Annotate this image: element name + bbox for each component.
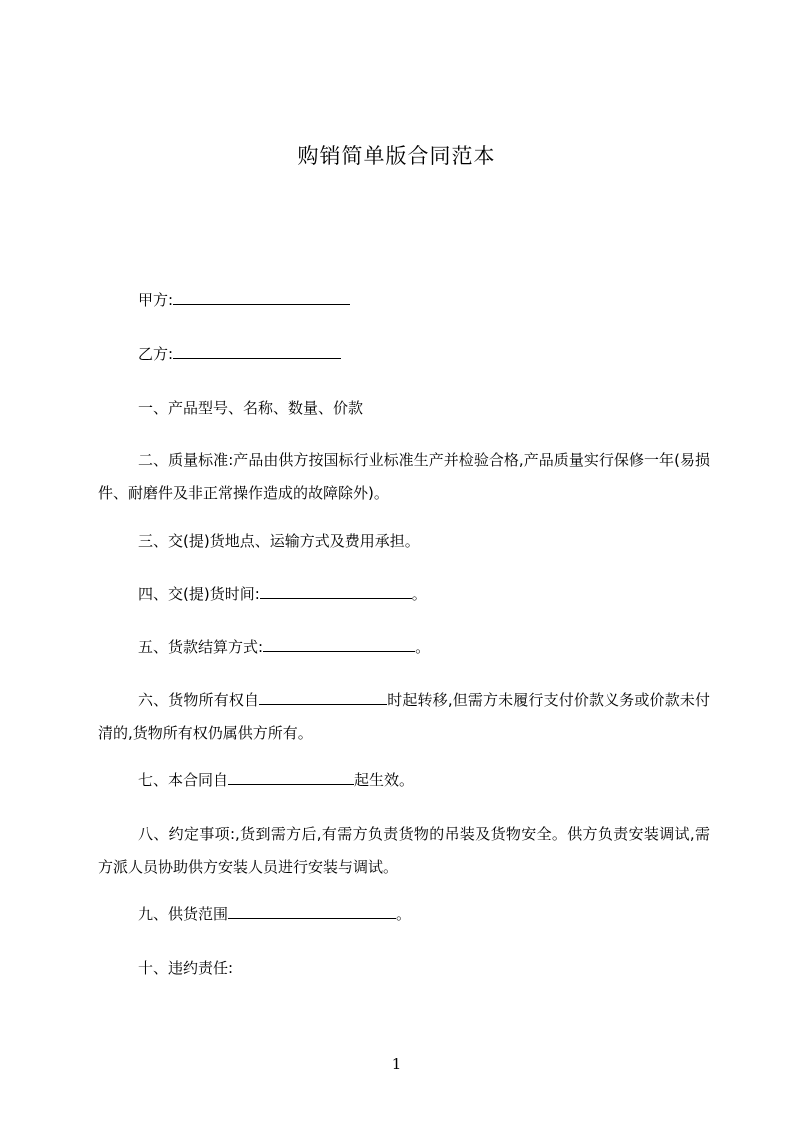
party-b-blank — [173, 344, 341, 359]
party-a-blank — [173, 290, 350, 305]
clause-9 — [98, 898, 710, 931]
party-a-label: 甲方: — [138, 291, 174, 309]
clause-1 — [98, 392, 710, 425]
clause-4-end: 。 — [411, 585, 427, 603]
clause-1-text: 一、产品型号、名称、数量、价款 — [138, 399, 364, 417]
document-title: 购销简单版合同范本 — [297, 144, 496, 168]
party-b-label: 乙方: — [138, 345, 174, 363]
page-number: 1 — [391, 1055, 402, 1073]
clause-3-text: 三、交(提)货地点、运输方式及费用承担。 — [138, 532, 420, 550]
clause-9-label: 九、供货范围 — [138, 905, 229, 923]
clause-7 — [98, 764, 710, 797]
clause-6-pre: 六、货物所有权自 — [138, 691, 260, 709]
clause-4 — [98, 578, 710, 611]
clause-5-label: 五、货款结算方式: — [138, 638, 264, 656]
clause-5-end: 。 — [415, 638, 431, 656]
clause-9-blank — [228, 904, 396, 919]
party-a-line — [98, 284, 710, 317]
clause-5-blank — [263, 637, 415, 652]
clause-8: 八、约定事项:,货到需方后,有需方负责货物的吊装及货物安全。供方负责安装调试,需方派人员协助供方安装人员进行安装与调试。 — [98, 825, 710, 876]
clause-10 — [98, 952, 710, 985]
party-b-line — [98, 338, 710, 371]
clause-9-end: 。 — [396, 905, 412, 923]
clause-4-label: 四、交(提)货时间: — [138, 585, 260, 603]
clause-5 — [98, 631, 710, 664]
clause-3 — [98, 525, 710, 558]
clause-7-post: 起生效。 — [354, 771, 415, 789]
clause-6 — [98, 684, 710, 750]
clause-7-blank — [228, 770, 354, 785]
clause-6-post: 时起转移,但需方未履行支付价款义务或价款未付清的,货物所有权仍属供方所有。 — [98, 691, 710, 742]
clause-10-text: 十、违约责任: — [138, 959, 234, 977]
clause-6-blank — [259, 690, 387, 705]
clause-7-pre: 七、本合同自 — [138, 771, 229, 789]
clause-4-blank — [260, 584, 412, 599]
clause-2: 二、质量标准:产品由供方按国标行业标准生产并检验合格,产品质量实行保修一年(易损件、耐磨件及非正常操作造成的故障除外)。 — [98, 451, 710, 502]
